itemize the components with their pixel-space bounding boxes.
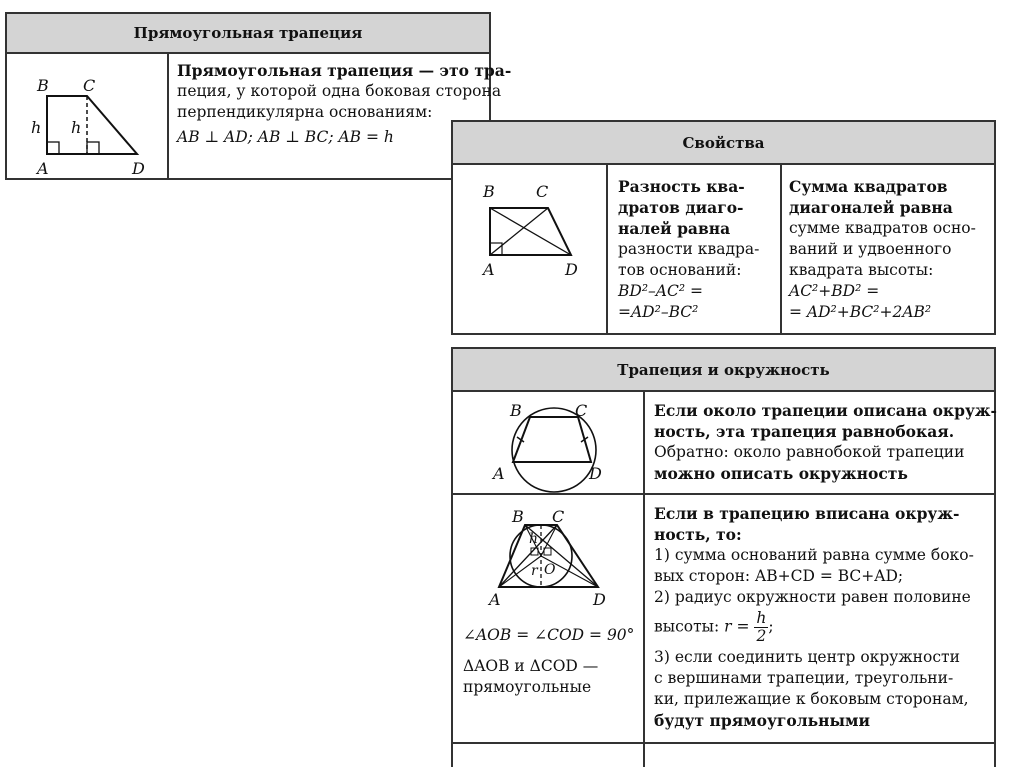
text-line: вых сторон: AB+CD = BC+AD; xyxy=(654,567,904,585)
text-line: тов оснований: xyxy=(618,261,742,279)
circumscribed-figure xyxy=(453,392,643,493)
row-divider xyxy=(453,742,994,744)
label-h1: h xyxy=(31,118,42,137)
formula-line: BD²–AC² = xyxy=(618,282,703,300)
inscribed-figure xyxy=(453,495,643,613)
definition-formula: AB ⊥ AD; AB ⊥ BC; AB = h xyxy=(177,128,394,146)
label-A: A xyxy=(493,464,505,483)
divider xyxy=(780,165,782,333)
text-line: ваний и удвоенного xyxy=(789,240,952,258)
properties-figure xyxy=(453,165,606,335)
triangle-note: прямоугольные xyxy=(463,678,592,696)
inscribed-text xyxy=(654,503,994,731)
label-D: D xyxy=(565,260,578,279)
fraction xyxy=(754,610,768,645)
right-trapezoid-title: Прямоугольная трапеция xyxy=(7,14,489,54)
label-B: B xyxy=(512,507,524,526)
label-D: D xyxy=(589,464,602,483)
text-line: квадрата высоты: xyxy=(789,261,934,279)
text-line: сумме квадратов осно- xyxy=(789,219,976,237)
label-A: A xyxy=(37,159,49,178)
diagonal-difference-text xyxy=(618,176,778,323)
fraction-denominator: 2 xyxy=(756,627,767,645)
definition-line: пеция, у которой одна боковая сторона xyxy=(177,82,502,100)
text-line: 3) если соединить центр окружности xyxy=(654,648,960,666)
label-A: A xyxy=(489,590,501,609)
text-line: можно описать окружность xyxy=(654,464,908,483)
properties-title: Свойства xyxy=(453,122,994,165)
label-C: C xyxy=(83,76,96,95)
label-C: C xyxy=(536,182,549,201)
label-A: A xyxy=(483,260,495,279)
height-prefix: высоты: xyxy=(654,617,725,636)
label-h2: h xyxy=(71,118,82,137)
text-line: 1) сумма оснований равна сумме боко- xyxy=(654,546,974,564)
formula-line: =AD²–BC² xyxy=(618,303,699,321)
text-line: будут прямоугольными xyxy=(654,711,871,730)
label-D: D xyxy=(132,159,145,178)
text-line: диагоналей равна xyxy=(789,198,953,217)
label-C: C xyxy=(575,401,588,420)
text-line: Если в трапецию вписана окруж- xyxy=(654,504,960,523)
text-line: ность, эта трапеция равнобокая. xyxy=(654,422,955,441)
right-trapezoid-figure xyxy=(7,54,167,179)
label-h: h xyxy=(529,531,539,547)
text-line: Сумма квадратов xyxy=(789,177,948,196)
triangle-note: ΔAOB и ΔCOD — xyxy=(463,657,599,675)
divider xyxy=(643,392,645,767)
label-B: B xyxy=(483,182,495,201)
text-line: Разность ква- xyxy=(618,177,745,196)
r-equals: r = xyxy=(724,617,750,636)
definition-line: Прямоугольная трапеция — это тра- xyxy=(177,61,512,80)
fraction-suffix: ; xyxy=(768,617,774,636)
angle-formula: ∠AOB = ∠COD = 90° xyxy=(463,626,635,644)
divider xyxy=(167,54,169,178)
right-trapezoid-card xyxy=(5,12,512,180)
text-line: Обратно: около равнобокой трапеции xyxy=(654,443,965,461)
formula-line: = AD²+BC²+2AB² xyxy=(789,303,932,321)
definition-text xyxy=(177,60,512,148)
properties-card xyxy=(451,120,996,335)
inscribed-angle-note xyxy=(463,625,641,698)
label-C: C xyxy=(552,507,565,526)
text-line: дратов диаго- xyxy=(618,198,744,217)
label-O: O xyxy=(544,562,556,578)
trapezoid-circle-title: Трапеция и окружность xyxy=(453,349,994,392)
text-line: разности квадра- xyxy=(618,240,760,258)
label-B: B xyxy=(510,401,522,420)
text-line: налей равна xyxy=(618,219,731,238)
circumscribed-text xyxy=(654,400,997,484)
definition-line: перпендикулярна основаниям: xyxy=(177,103,433,121)
formula-line: AC²+BD² = xyxy=(789,282,880,300)
label-D: D xyxy=(593,590,606,609)
label-r: r xyxy=(531,563,538,579)
label-B: B xyxy=(37,76,49,95)
height-formula xyxy=(654,610,994,645)
trapezoid-circle-card xyxy=(451,347,996,767)
text-line: ность, то: xyxy=(654,525,742,544)
divider xyxy=(606,165,608,333)
diagonal-sum-text xyxy=(789,176,994,323)
text-line: с вершинами трапеции, треугольни- xyxy=(654,669,954,687)
fraction-numerator: h xyxy=(756,609,767,627)
text-line: Если около трапеции описана окруж- xyxy=(654,401,997,420)
text-line: ки, прилежащие к боковым сторонам, xyxy=(654,690,969,708)
text-line: 2) радиус окружности равен половине xyxy=(654,588,971,606)
